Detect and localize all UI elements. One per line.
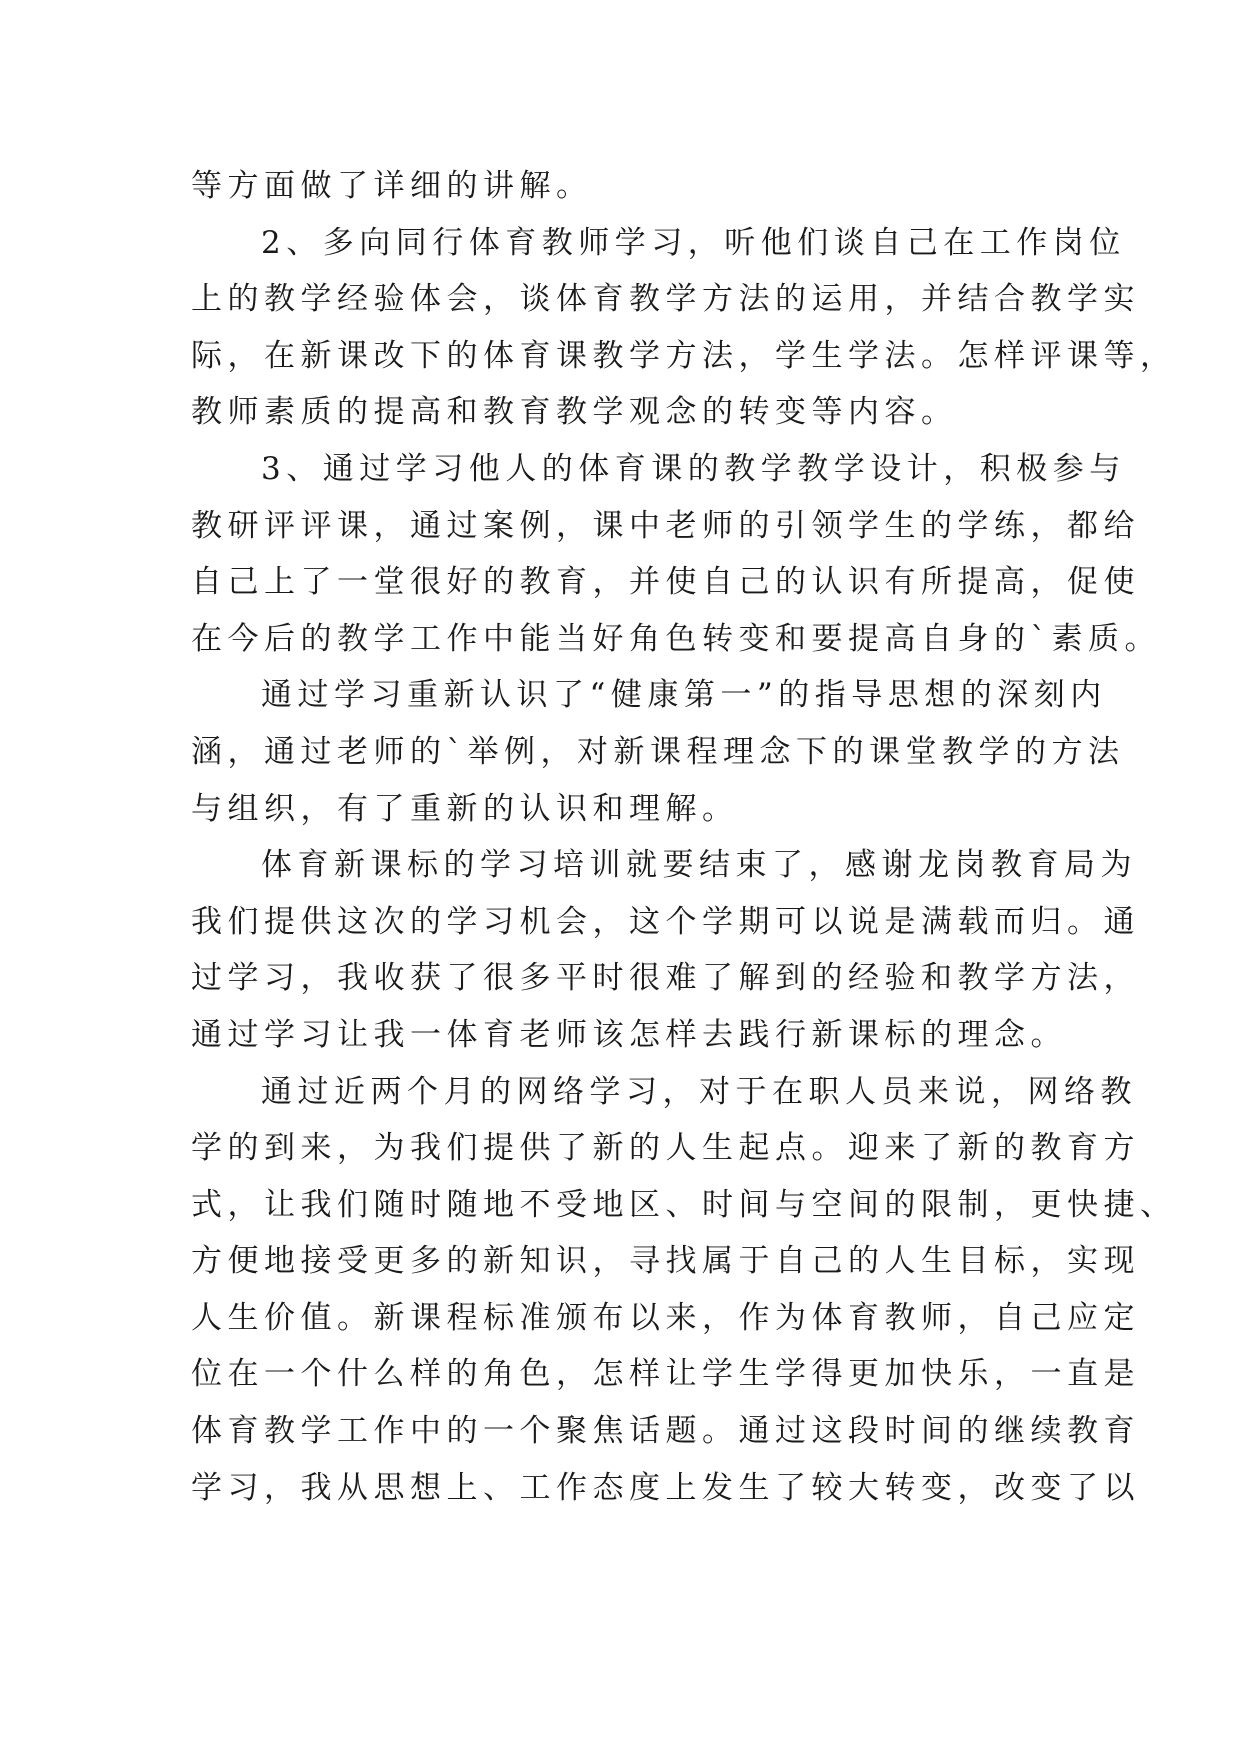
text-line: 教师素质的提高和教育教学观念的转变等内容。 [191, 394, 958, 431]
text-line: 我们提供这次的学习机会，这个学期可以说是满载而归。通 [191, 903, 1140, 940]
text-line: 位在一个什么样的角色，怎样让学生学得更加快乐，一直是 [191, 1356, 1140, 1393]
text-line: 学习，我从思想上、工作态度上发生了较大转变，改变了以 [191, 1469, 1140, 1506]
text-line: 上的教学经验体会，谈体育教学方法的运用，并结合教学实 [191, 281, 1140, 318]
text-line: 体育教学工作中的一个聚焦话题。通过这段时间的继续教育 [191, 1413, 1140, 1450]
text-line: 通过近两个月的网络学习，对于在职人员来说，网络教 [261, 1073, 1137, 1110]
text-line: 自己上了一堂很好的教育，并使自己的认识有所提高，促使 [191, 564, 1140, 601]
text-line: 涵，通过老师的`举例，对新课程理念下的课堂教学的方法 [191, 733, 1125, 770]
text-line: 方便地接受更多的新知识，寻找属于自己的人生目标，实现 [191, 1243, 1140, 1280]
text-line: 等方面做了详细的讲解。 [191, 168, 593, 204]
text-line: 过学习，我收获了很多平时很难了解到的经验和教学方法， [191, 960, 1140, 997]
text-line: 与组织，有了重新的认识和理解。 [191, 790, 739, 827]
text-line: 学的到来，为我们提供了新的人生起点。迎来了新的教育方 [191, 1130, 1140, 1167]
text-line: 2、多向同行体育教师学习，听他们谈自己在工作岗位 [261, 224, 1126, 261]
text-line: 教研评评课，通过案例，课中老师的引领学生的学练，都给 [191, 507, 1140, 544]
text-line: 通过学习让我一体育老师该怎样去践行新课标的理念。 [191, 1016, 1067, 1053]
text-line: 人生价值。新课程标准颁布以来，作为体育教师，自己应定 [191, 1299, 1140, 1336]
text-line: 通过学习重新认识了“健康第一”的指导思想的深刻内 [261, 677, 1107, 714]
text-line: 在今后的教学工作中能当好角色转变和要提高自身的`素质。 [191, 620, 1161, 657]
document-body-text [191, 158, 1177, 1516]
text-line: 际，在新课改下的体育课教学方法，学生学法。怎样评课等， [191, 337, 1177, 374]
text-line: 3、通过学习他人的体育课的教学教学设计，积极参与 [261, 450, 1126, 487]
text-line: 体育新课标的学习培训就要结束了，感谢龙岗教育局为 [261, 847, 1137, 884]
text-line: 式，让我们随时随地不受地区、时间与空间的限制，更快捷、 [191, 1186, 1177, 1223]
